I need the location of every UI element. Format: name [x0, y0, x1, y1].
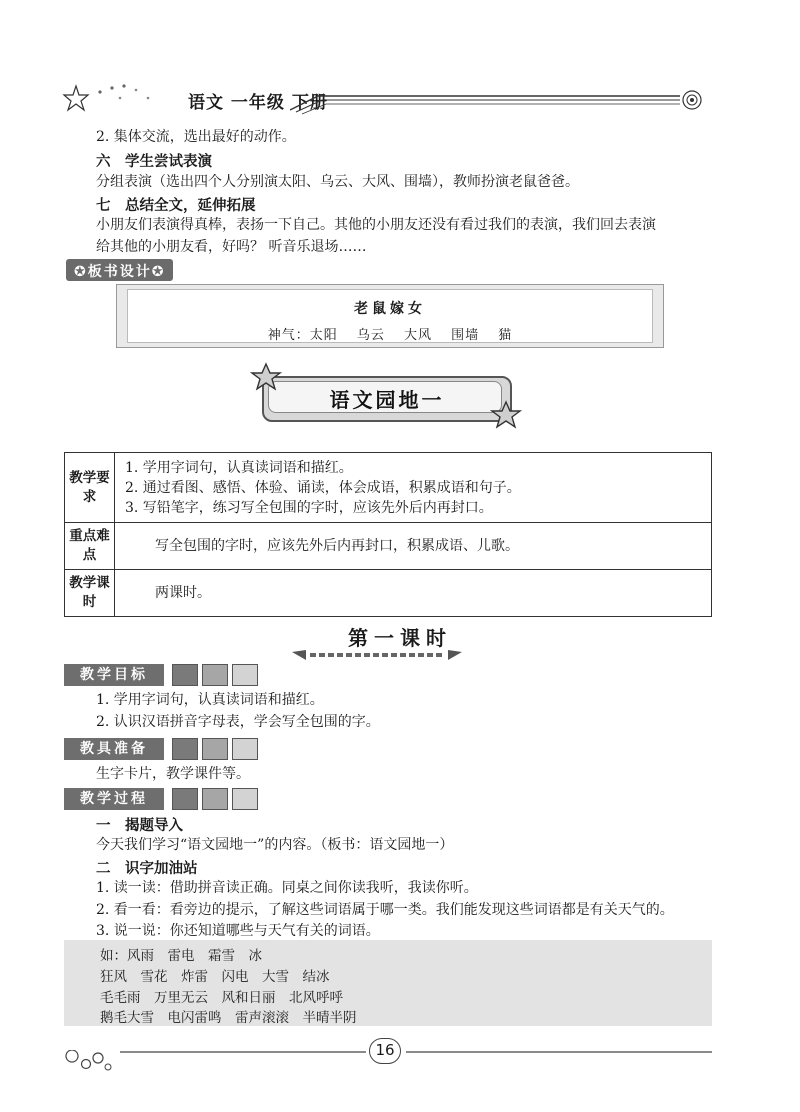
lesson-title-rule [292, 648, 462, 662]
star-icon [250, 362, 286, 392]
volume: 下册 [291, 93, 328, 113]
lesson-title: 第一课时 [348, 626, 452, 650]
page: 语文 一年级 下册 2. 集体交流，选出最好的动作。 六 学生尝试表演 分组表演（选出四个人分别演太阳、乌云、大风、围墙），教师扮演老鼠爸爸。 七 总结全文，延伸拓展 小朋友们表演得真棒，表扬一下自己。其他的小朋友还没有看过我们的表演，我们回去表演 给其他的小朋友看，好吗？ 听音乐退场…… ✪板书设计✪ 老鼠嫁女 神气：太阳 乌云 大风 围墙 猫 语文园地一 教学要求 1. 学用字词句，认真读词语和描红。 2. 通过看图、感悟、体验、诵读，体会成语，积累成语和句子。 3. 写铅笔字，练习写全包围的字时，应该先外后内再封口。 重点难点 写全包围的字时，应该先外后内再封口，积累成语、儿歌。 教学课时 两课时。 第一课时 教学目标 1. 学用字词句，认真读词语和描红。 2. 认识汉语拼音字母表，学会写全包围的字。 教具准备 生字卡片，教学课件等。 教学过程 一 揭题导入 今天我们学习“语文园地一”的内容。（板书：语文园地一） 二 识字加油站 1. 读一读：借助拼音读正确。同桌之间你读我听，我读你听。 2. 看一看：看旁边的提示，了解这些词语属于哪一类。我们能发现这些词语都是有关天气的。 3. 说一说：你还知道哪些与天气有关的词语。 如：风雨 雷电 霜雪 冰 狂风 雪花 炸雷 闪电 大雪 结冰 毛毛雨 万里无云 风和日丽 北风呼呼 鹅毛大雪 电闪雷鸣 雷声滚滚 半晴半阴 16 [0, 0, 800, 1112]
table-row [65, 453, 712, 523]
board-design [116, 284, 664, 348]
process-step2-item2: 2. 看一看：看旁边的提示，了解这些词语属于哪一类。我们能发现这些词语都是有关天气的。 [96, 902, 674, 918]
example-row: 狂风 雪花 炸雷 闪电 大雪 结冰 [100, 969, 330, 985]
materials-text: 生字卡片，教学课件等。 [96, 766, 250, 782]
board-title: 老鼠嫁女 [354, 301, 426, 317]
table-row [65, 570, 712, 617]
requirements-table [64, 452, 712, 617]
list-item: 3. 写铅笔字，练习写全包围的字时，应该先外后内再封口。 [125, 499, 493, 516]
step6-text: 分组表演（选出四个人分别演太阳、乌云、大风、围墙），教师扮演老鼠爸爸。 [96, 174, 579, 190]
process-step2-title: 二 识字加油站 [96, 861, 198, 877]
objective-2: 2. 认识汉语拼音字母表，学会写全包围的字。 [96, 714, 380, 730]
step7-title: 七 总结全文，延伸拓展 [96, 198, 256, 214]
page-header [60, 78, 720, 118]
list-item: 2. 通过看图、感悟、体验、诵读，体会成语，积累成语和句子。 [125, 479, 521, 496]
teaching-req-label: 教学要求 [65, 453, 115, 523]
step7-line2: 给其他的小朋友看，好吗？ 听音乐退场…… [96, 239, 367, 255]
star-icon [490, 400, 526, 430]
subject: 语文 [188, 93, 224, 113]
header-rule [290, 88, 720, 118]
key-points-label: 重点难点 [65, 523, 115, 570]
example-row: 如：风雨 雷电 霜雪 冰 [100, 948, 262, 964]
example-row: 鹅毛大雪 电闪雷鸣 雷声滚滚 半晴半阴 [100, 1010, 357, 1026]
item-2: 2. 集体交流，选出最好的动作。 [96, 129, 296, 145]
example-row: 毛毛雨 万里无云 风和日丽 北风呼呼 [100, 990, 343, 1006]
stars-decoration-icon [60, 78, 190, 118]
section-banner [262, 376, 512, 422]
star-icon: ✪ [151, 264, 166, 280]
teaching-req [115, 453, 712, 523]
page-number: 16 [369, 1038, 401, 1064]
step7-line1: 小朋友们表演得真棒，表扬一下自己。其他的小朋友还没有看过我们的表演，我们回去表演 [96, 217, 656, 233]
hours: 两课时。 [115, 570, 712, 617]
grade: 一年级 [230, 93, 285, 113]
examples-box [64, 940, 712, 1026]
step6-title: 六 学生尝试表演 [96, 154, 212, 170]
process-step1-title: 一 揭题导入 [96, 818, 183, 834]
process-step2-item3: 3. 说一说：你还知道哪些与天气有关的词语。 [96, 923, 380, 939]
table-row [65, 523, 712, 570]
board-line: 神气：太阳 乌云 大风 围墙 猫 [267, 328, 513, 343]
key-points: 写全包围的字时，应该先外后内再封口，积累成语、儿歌。 [115, 523, 712, 570]
process-step2-item1: 1. 读一读：借助拼音读正确。同桌之间你读我听，我读你听。 [96, 880, 478, 896]
star-icon: ✪ [74, 264, 88, 280]
banner-text: 语文园地一 [329, 388, 445, 412]
board-design-label: ✪板书设计✪ [66, 259, 173, 281]
objective-1: 1. 学用字词句，认真读词语和描红。 [96, 692, 324, 708]
process-step1-text: 今天我们学习“语文园地一”的内容。（板书：语文园地一） [96, 837, 454, 853]
list-item: 1. 学用字词句，认真读词语和描红。 [125, 459, 353, 476]
hours-label: 教学课时 [65, 570, 115, 617]
